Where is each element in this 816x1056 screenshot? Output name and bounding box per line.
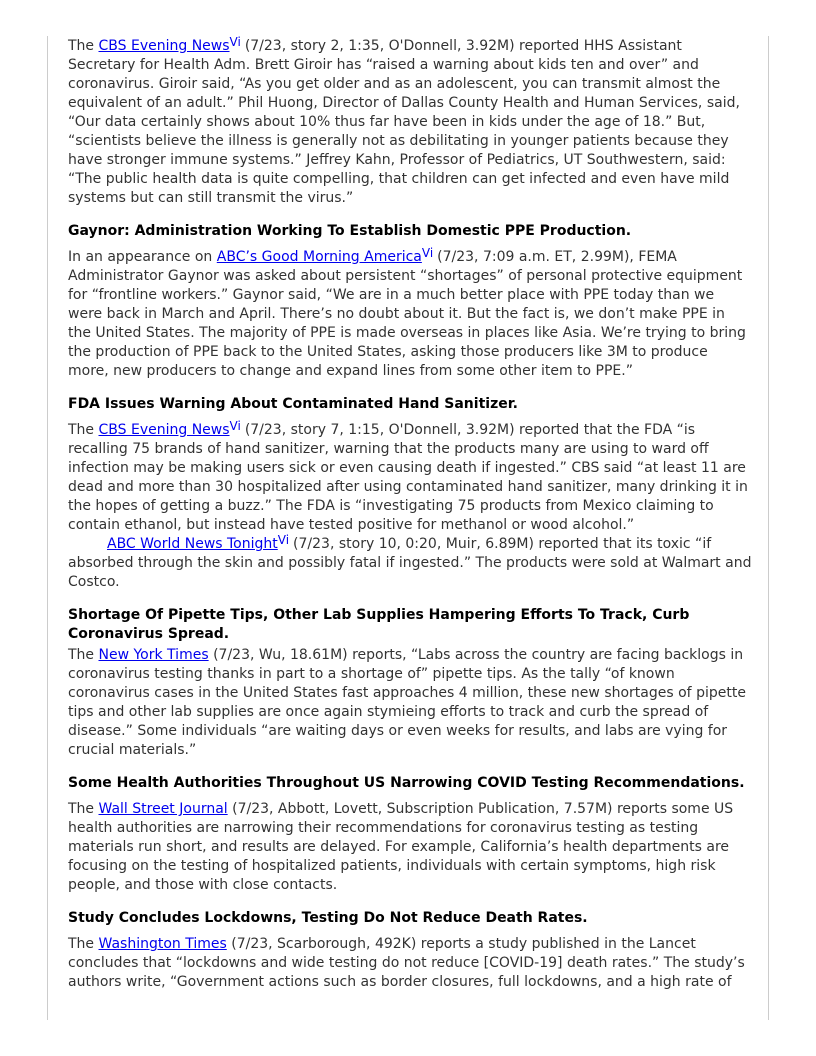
article-headline: Shortage Of Pipette Tips, Other Lab Supplies Hampering Efforts To Track, Curb Coronavirus Spread. (68, 607, 690, 642)
article (68, 222, 752, 381)
paragraph-body-text: (7/23, Wu, 18.61M) reports, “Labs across the country are facing backlogs in coronavirus testing thanks in part to a shortage of” pipette tips. As the tally “of known coronavirus cases in the United States fast approaches 4 million, these new shortages of pipette tips and other lab supplies are once again stymieing efforts to track and curb the spread of disease.” Some individuals “are waiting days or even weeks for results, and labs are vying for crucial materials.” (68, 647, 746, 758)
news-briefing-document (68, 37, 752, 992)
article (68, 395, 752, 592)
paragraph-lead-text: The (68, 936, 99, 952)
article-headline: Some Health Authorities Throughout US Narrowing COVID Testing Recommendations. (68, 775, 745, 791)
source-link[interactable]: CBS Evening News (98, 422, 230, 438)
article-paragraph (68, 421, 752, 535)
paragraph-lead-text: The (68, 422, 99, 438)
video-indicator-icon[interactable]: Vi (421, 246, 434, 260)
paragraph-body-text: (7/23, story 10, 0:20, Muir, 6.89M) reported that its toxic “if absorbed through the skin and possibly fatal if ingested.” The products were sold at Walmart and Costco. (68, 536, 752, 590)
paragraph-body-text: (7/23, Abbott, Lovett, Subscription Publication, 7.57M) reports some US health authorities are narrowing their recommendations for coronavirus testing as testing materials run short, and results are delayed. For example, California’s health departments are focusing on the testing of hospitalized patients, individuals with certain symptoms, high risk people, and those with close contacts. (68, 801, 734, 893)
source-link[interactable]: CBS Evening News (98, 38, 230, 54)
article-headline: Study Concludes Lockdowns, Testing Do Not Reduce Death Rates. (68, 910, 588, 926)
video-indicator-icon[interactable]: Vi (229, 419, 241, 433)
article-paragraph (68, 37, 752, 208)
source-link[interactable]: Wall Street Journal (98, 801, 228, 817)
article-headline: FDA Issues Warning About Contaminated Hand Sanitizer. (68, 396, 518, 412)
video-indicator-icon[interactable]: Vi (277, 533, 290, 547)
article (68, 909, 752, 992)
article (68, 37, 752, 208)
paragraph-lead-text: The (68, 38, 99, 54)
paragraph-body-text: (7/23, story 7, 1:15, O'Donnell, 3.92M) reported that the FDA “is recalling 75 brands of hand sanitizer, warning that the products many are using to ward off infection may be making users sick or even causing death if ingested.” CBS said “at least 11 are dead and more than 30 hospitalized after using contaminated hand sanitizer, many drinking it in the hopes of getting a buzz.” The FDA is “investigating 75 products from Mexico claiming to contain ethanol, but instead have tested positive for methanol or wood alcohol.” (68, 422, 748, 533)
article-paragraph (68, 646, 752, 760)
article (68, 606, 752, 760)
article-paragraph (68, 800, 752, 895)
article-headline: Gaynor: Administration Working To Establish Domestic PPE Production. (68, 223, 632, 239)
source-link[interactable]: Washington Times (98, 936, 227, 952)
paragraph-body-text: (7/23, story 2, 1:35, O'Donnell, 3.92M) reported HHS Assistant Secretary for Health Adm. Brett Giroir has “raised a warning about kids ten and over” and coronavirus. Giroir said, “As you get older and as an adolescent, you can transmit almost the equivalent of an adult.” Phil Huong, Director of Dallas County Health and Human Services, said, “Our data certainly shows about 10% thus far have been in kids under the age of 18.” But, “scientists believe the illness is generally not as debilitating in younger patients because they have stronger immune systems.” Jeffrey Kahn, Professor of Pediatrics, UT Southwestern, said: “The public health data is quite compelling, that children can get infected and even have mild systems but can still transmit the virus.” (68, 38, 740, 206)
paragraph-lead-text: In an appearance on (68, 249, 217, 265)
article (68, 774, 752, 895)
article-paragraph (68, 248, 752, 381)
video-indicator-icon[interactable]: Vi (229, 35, 241, 49)
paragraph-lead-text: The (68, 647, 99, 663)
article-paragraph (68, 535, 752, 592)
source-link[interactable]: ABC’s Good Morning America (216, 249, 422, 265)
paragraph-lead-text: The (68, 801, 99, 817)
source-link[interactable]: ABC World News Tonight (107, 536, 278, 552)
article-paragraph (68, 935, 752, 992)
paragraph-body-text: (7/23, Scarborough, 492K) reports a study published in the Lancet concludes that “lockdowns and wide testing do not reduce [COVID-19] death rates.” The study’s authors write, “Government actions such as border closures, full lockdowns, and a high rate of (68, 936, 745, 990)
paragraph-body-text: (7/23, 7:09 a.m. ET, 2.99M), FEMA Administrator Gaynor was asked about persistent “shortages” of personal protective equipment for “frontline workers.” Gaynor said, “We are in a much better place with PPE today than we were back in March and April. There’s no doubt about it. But the fact is, we don’t make PPE in the United States. The majority of PPE is made overseas in places like Asia. We’re trying to bring the production of PPE back to the United States, asking those producers like 3M to produce more, new producers to change and expand lines from some other item to PPE.” (68, 249, 746, 379)
source-link[interactable]: New York Times (98, 647, 209, 663)
